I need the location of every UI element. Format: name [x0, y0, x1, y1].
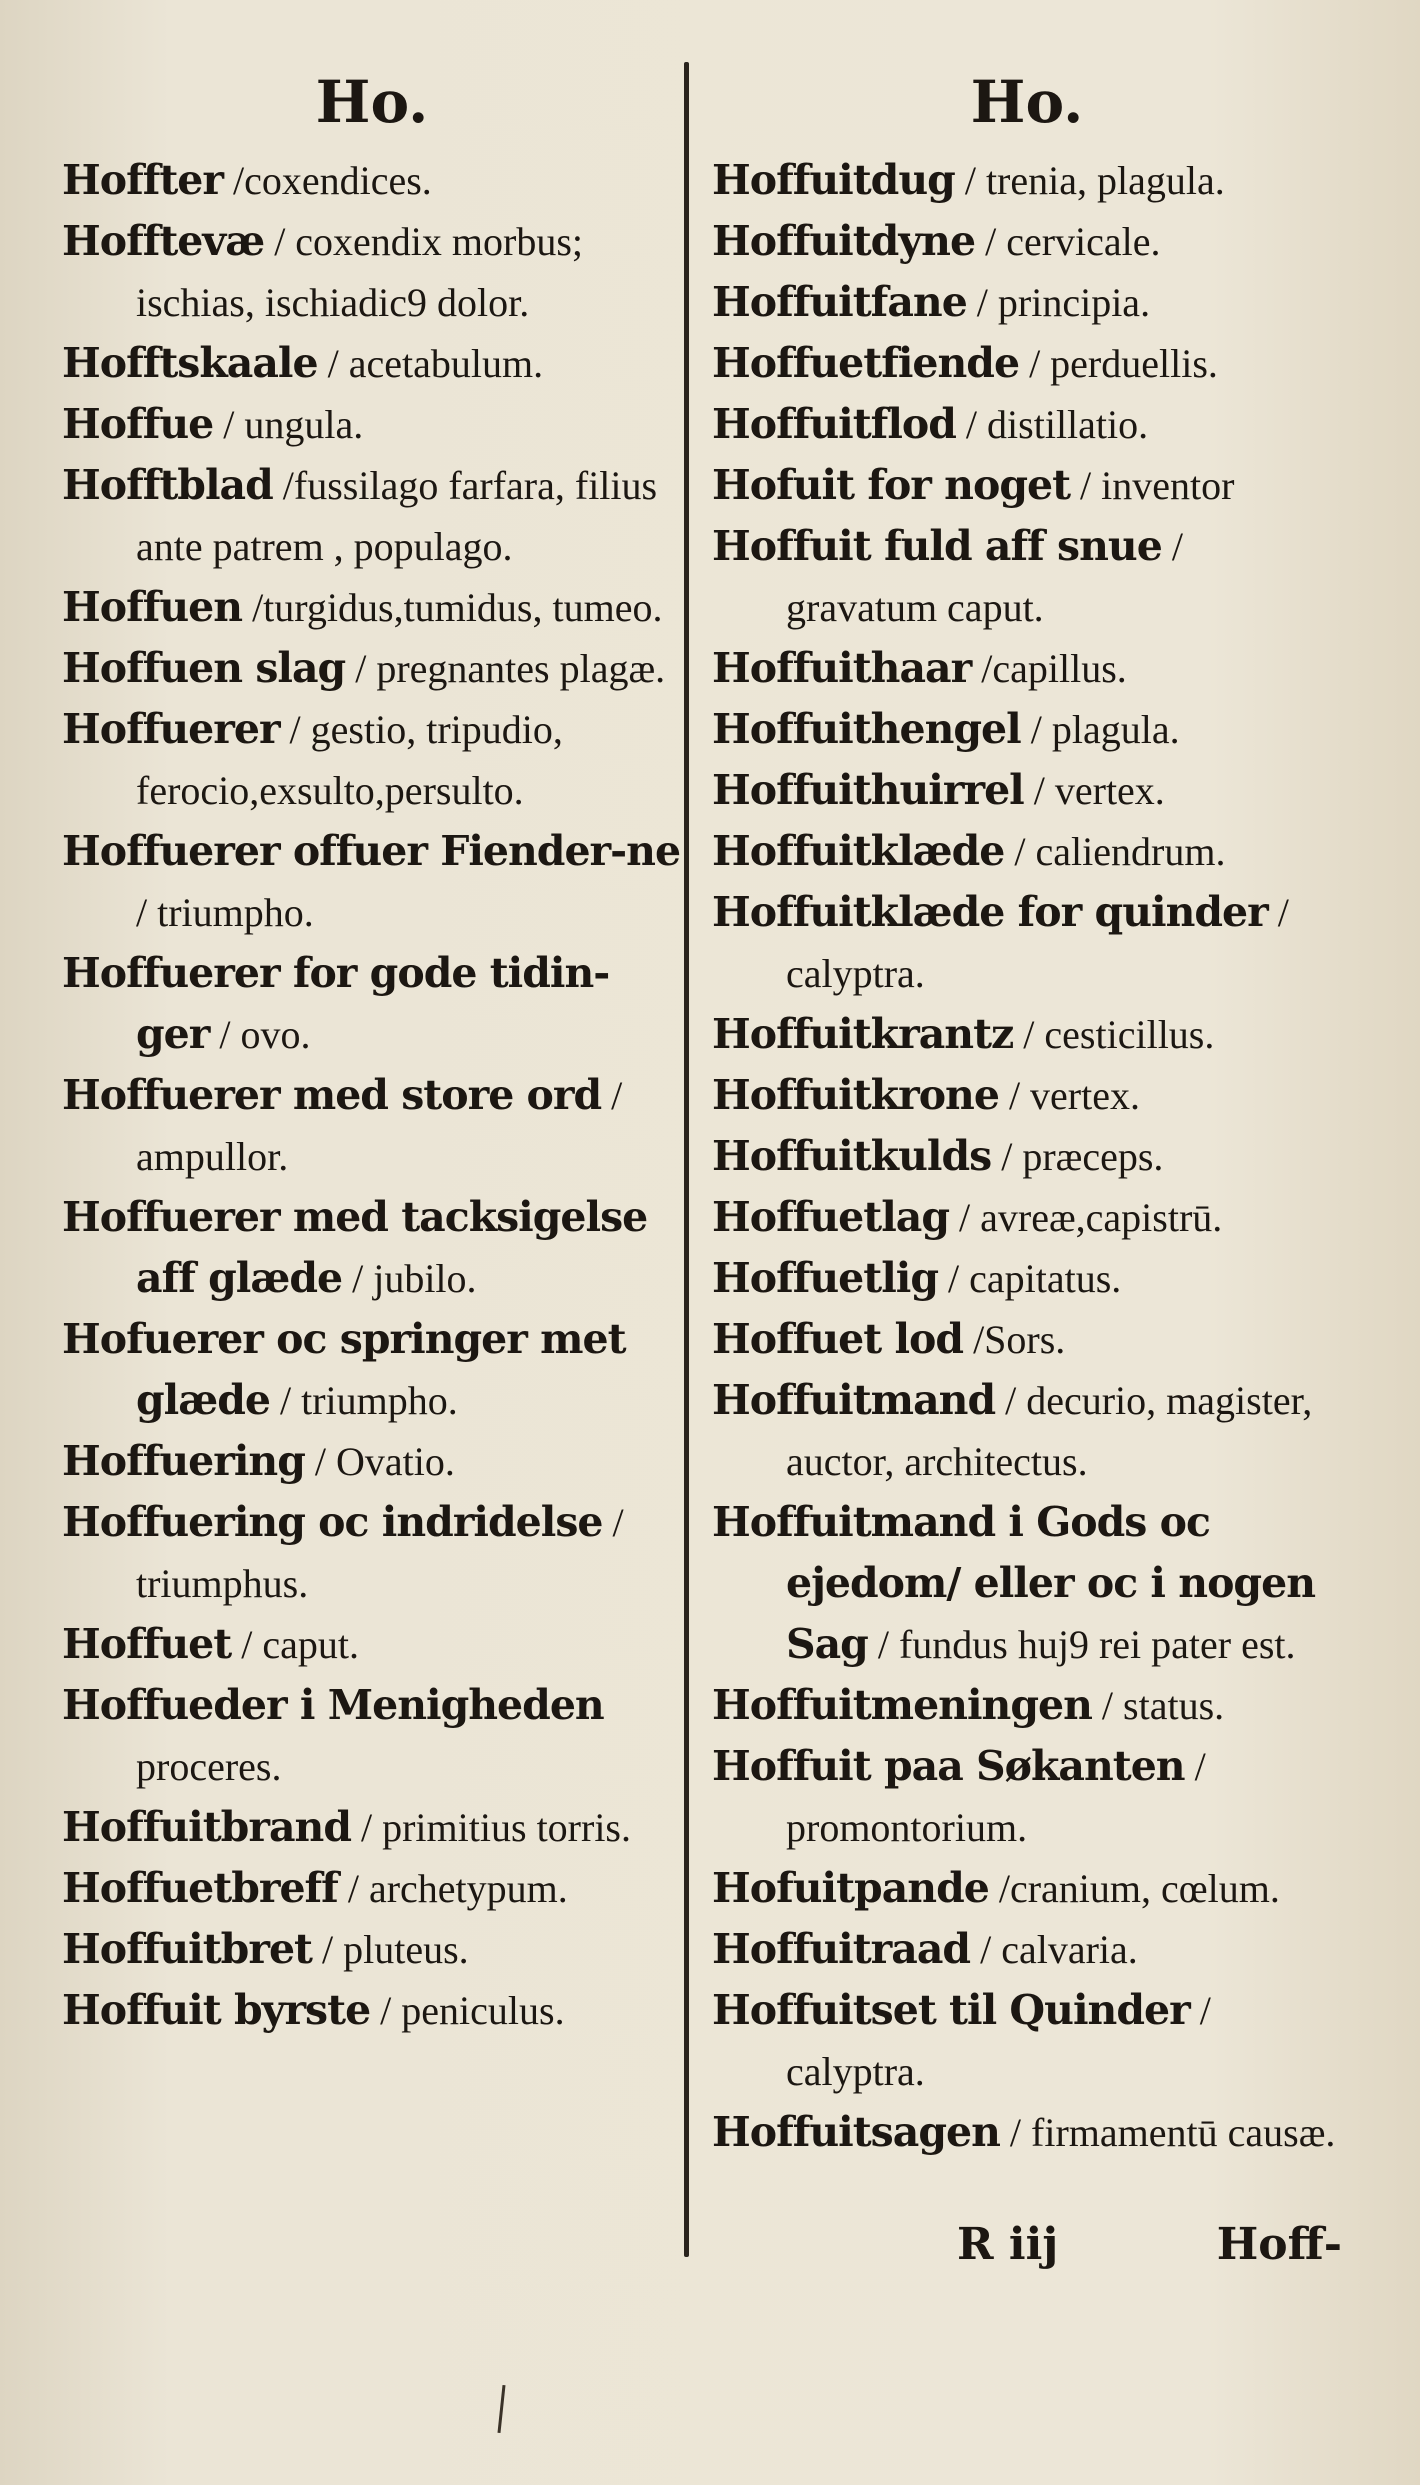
entry-definition: / gestio, tripudio, ferocio,exsulto,persulto. [136, 707, 563, 813]
dictionary-entry [62, 577, 682, 638]
dictionary-entry [712, 1492, 1342, 1675]
entry-headword: Hoffuitkulds [712, 1132, 992, 1180]
dictionary-entry [62, 394, 682, 455]
entry-headword: Hoffuitdug [712, 156, 955, 204]
entry-definition: / calyptra. [786, 890, 1289, 996]
dictionary-entry [62, 1797, 682, 1858]
entry-headword: Hoffuetlag [712, 1193, 950, 1241]
dictionary-entry [712, 638, 1342, 699]
entry-definition: / ampullor. [136, 1073, 623, 1179]
entry-definition: / jubilo. [352, 1256, 477, 1301]
entry-headword: Hoffuetlig [712, 1254, 939, 1302]
entry-definition: / caliendrum. [1014, 829, 1226, 874]
entry-definition: / decurio, magister, auctor, architectus. [786, 1378, 1313, 1484]
dictionary-entry [62, 699, 682, 821]
dictionary-entry [712, 455, 1342, 516]
entry-headword: Hoffuerer [62, 705, 280, 753]
entry-headword: Hoffuerer for gode tidin-ger [62, 949, 610, 1058]
entry-headword: Hofftevæ [62, 217, 265, 265]
entry-headword: Hoffuit paa Søkanten [712, 1742, 1185, 1790]
entry-headword: Hoffueder i Menigheden [62, 1681, 604, 1729]
dictionary-entry [712, 882, 1342, 1004]
entry-headword: Hoffuitset til Quinder [712, 1986, 1190, 2034]
entry-headword: Hoffuet lod [712, 1315, 964, 1363]
entry-definition: /capillus. [981, 646, 1127, 691]
entry-definition: / Ovatio. [314, 1439, 455, 1484]
entry-definition: / coxendix morbus; ischias, ischiadic9 dolor. [136, 219, 584, 325]
entry-definition: proceres. [136, 1744, 282, 1789]
entry-definition: /turgidus,tumidus, tumeo. [252, 585, 663, 630]
entry-headword: Hoffuerer med store ord [62, 1071, 602, 1119]
entry-headword: Hoffuitklæde [712, 827, 1005, 875]
dictionary-entry [712, 333, 1342, 394]
entry-definition: / triumpho. [136, 890, 314, 935]
dictionary-entry [712, 1309, 1342, 1370]
dictionary-entry [62, 333, 682, 394]
dictionary-entry [62, 1919, 682, 1980]
dictionary-entry [62, 1980, 682, 2041]
entry-headword: Hoffuering oc indridelse [62, 1498, 603, 1546]
dictionary-entry [712, 1187, 1342, 1248]
dictionary-entry [712, 1065, 1342, 1126]
entry-definition: / gravatum caput. [786, 524, 1183, 630]
entry-definition: / caput. [241, 1622, 359, 1667]
entry-definition: / calvaria. [980, 1927, 1138, 1972]
entry-definition: /Sors. [973, 1317, 1066, 1362]
dictionary-entry [62, 1675, 682, 1797]
dictionary-entry [712, 1248, 1342, 1309]
entry-definition: / triumphus. [136, 1500, 624, 1606]
entry-definition: / acetabulum. [327, 341, 544, 386]
entry-headword: Hoffuitmand i Gods oc ejedom/ eller oc i nogen Sag [712, 1498, 1315, 1668]
entry-headword: Hofftblad [62, 461, 273, 509]
entry-headword: Hoffuitbret [62, 1925, 312, 1973]
column-rule [684, 62, 689, 2257]
dictionary-entry [712, 1858, 1342, 1919]
entry-headword: Hoffuetfiende [712, 339, 1020, 387]
entry-definition: / ungula. [223, 402, 364, 447]
catchword: Hoff- [1216, 2219, 1342, 2270]
entry-definition: / inventor [1080, 463, 1235, 508]
entry-headword: Hoffuitsagen [712, 2108, 1000, 2156]
right-running-head: Ho. [970, 68, 1084, 136]
dictionary-entry [712, 1980, 1342, 2102]
entry-headword: Hoffuitkrone [712, 1071, 999, 1119]
entry-headword: Hoffuithaar [712, 644, 972, 692]
entry-definition: / cesticillus. [1023, 1012, 1215, 1057]
entry-definition: / archetypum. [347, 1866, 568, 1911]
entry-headword: Hoffuit fuld aff snue [712, 522, 1162, 570]
entry-headword: Hoffuitraad [712, 1925, 971, 1973]
entry-headword: Hoffuen [62, 583, 243, 631]
entry-headword: Hoffuithuirrel [712, 766, 1024, 814]
entry-definition: / vertex. [1033, 768, 1165, 813]
entry-headword: Hoffuetbreff [62, 1864, 338, 1912]
entry-definition: / pregnantes plagæ. [355, 646, 666, 691]
entry-headword: Hoffue [62, 400, 214, 448]
dictionary-entry [712, 821, 1342, 882]
entry-definition: / firmamentū causæ. [1009, 2110, 1336, 2155]
entry-definition: / avreæ,capistrū. [959, 1195, 1223, 1240]
dictionary-entry [712, 211, 1342, 272]
dictionary-entry [712, 760, 1342, 821]
dictionary-entry [62, 150, 682, 211]
entry-definition: / pluteus. [321, 1927, 469, 1972]
entry-headword: Hoffuitfane [712, 278, 967, 326]
entry-headword: Hofuerer oc springer met glæde [62, 1315, 626, 1424]
left-column [62, 55, 682, 2041]
entry-definition: / perduellis. [1029, 341, 1218, 386]
entry-definition: / distillatio. [965, 402, 1149, 447]
dictionary-entry [712, 272, 1342, 333]
dictionary-entry [62, 1187, 682, 1309]
dictionary-entry [62, 1614, 682, 1675]
dictionary-entry [62, 1492, 682, 1614]
dictionary-entry [712, 1126, 1342, 1187]
entry-definition: / cervicale. [985, 219, 1161, 264]
entry-headword: Hoffuet [62, 1620, 232, 1668]
entry-definition: / trenia, plagula. [964, 158, 1225, 203]
entry-definition: / peniculus. [380, 1988, 565, 2033]
dictionary-entry [712, 1675, 1342, 1736]
dictionary-entry [712, 394, 1342, 455]
left-entry-list [62, 150, 682, 2041]
dictionary-entry [62, 943, 682, 1065]
entry-headword: Hoffuerer offuer Fiender-ne [62, 827, 681, 875]
entry-headword: Hofftskaale [62, 339, 318, 387]
entry-headword: Hoffuering [62, 1437, 305, 1485]
entry-definition: / ovo. [219, 1012, 311, 1057]
entry-headword: Hoffuit byrste [62, 1986, 371, 2034]
dictionary-entry [62, 1065, 682, 1187]
entry-headword: Hoffuitklæde for quinder [712, 888, 1268, 936]
dictionary-entry [62, 1309, 682, 1431]
dictionary-entry [62, 211, 682, 333]
dictionary-entry [712, 150, 1342, 211]
entry-headword: Hoffuitmand [712, 1376, 996, 1424]
dictionary-entry [712, 699, 1342, 760]
entry-headword: Hoffuen slag [62, 644, 346, 692]
entry-definition: / calyptra. [786, 1988, 1211, 2094]
entry-definition: / triumpho. [279, 1378, 458, 1423]
left-running-head: Ho. [315, 68, 429, 136]
entry-definition: / vertex. [1008, 1073, 1140, 1118]
dictionary-entry [62, 1431, 682, 1492]
entry-definition: / promontorium. [786, 1744, 1206, 1850]
signature-mark: R iij [957, 2219, 1059, 2270]
entry-definition: /coxendices. [232, 158, 432, 203]
entry-definition: / primitius torris. [361, 1805, 631, 1850]
right-column [712, 55, 1342, 2163]
entry-headword: Hoffuithengel [712, 705, 1021, 753]
dictionary-entry [62, 1858, 682, 1919]
dictionary-entry [712, 1370, 1342, 1492]
dictionary-entry [712, 516, 1342, 638]
entry-headword: Hoffuitflod [712, 400, 956, 448]
dictionary-entry [62, 638, 682, 699]
entry-definition: / principia. [976, 280, 1151, 325]
entry-headword: Hoffter [62, 156, 223, 204]
entry-definition: /fussilago farfara, filius ante patrem , populago. [136, 463, 658, 569]
entry-definition: / præceps. [1001, 1134, 1164, 1179]
entry-definition: / fundus huj9 rei pater est. [877, 1622, 1296, 1667]
entry-definition: / capitatus. [948, 1256, 1122, 1301]
entry-headword: Hoffuitdyne [712, 217, 976, 265]
dictionary-entry [712, 1919, 1342, 1980]
entry-headword: Hofuitpande [712, 1864, 989, 1912]
entry-definition: /cranium, cœlum. [998, 1866, 1280, 1911]
dictionary-entry [62, 821, 682, 943]
dictionary-entry [712, 2102, 1342, 2163]
entry-headword: Hoffuerer med tacksigelse aff glæde [62, 1193, 648, 1302]
dictionary-entry [62, 455, 682, 577]
entry-headword: Hoffuitkrantz [712, 1010, 1014, 1058]
entry-headword: Hoffuitmeningen [712, 1681, 1092, 1729]
right-entry-list [712, 150, 1342, 2163]
entry-definition: / status. [1101, 1683, 1225, 1728]
entry-headword: Hoffuitbrand [62, 1803, 351, 1851]
dictionary-entry [712, 1004, 1342, 1065]
entry-headword: Hofuit for noget [712, 461, 1071, 509]
dictionary-entry [712, 1736, 1342, 1858]
entry-definition: / plagula. [1030, 707, 1180, 752]
ink-mark [497, 2385, 505, 2433]
